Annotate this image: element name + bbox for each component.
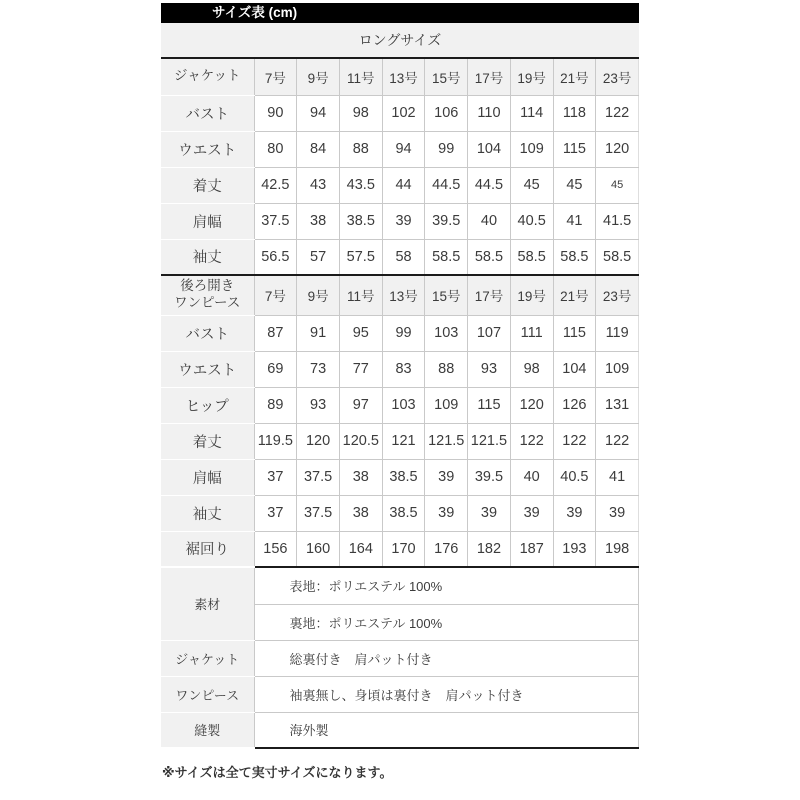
measurement-row bbox=[161, 315, 639, 351]
measurement-value: 39 bbox=[425, 459, 468, 495]
measurement-value: 58.5 bbox=[425, 239, 468, 275]
measurement-value: 106 bbox=[425, 95, 468, 131]
measurement-value: 176 bbox=[425, 531, 468, 567]
measurement-label: 裾回り bbox=[161, 531, 254, 567]
measurement-value: 44 bbox=[382, 167, 425, 203]
size-column-header: 21号 bbox=[553, 59, 596, 95]
measurement-value: 187 bbox=[510, 531, 553, 567]
measurement-value: 88 bbox=[339, 131, 382, 167]
section-label: ジャケット bbox=[161, 59, 254, 95]
measurement-value: 37.5 bbox=[297, 459, 340, 495]
measurement-value: 103 bbox=[382, 387, 425, 423]
measurement-value: 39 bbox=[553, 495, 596, 531]
measurement-value: 99 bbox=[382, 315, 425, 351]
detail-label: 縫製 bbox=[161, 712, 254, 748]
measurement-value: 119 bbox=[596, 315, 639, 351]
size-column-header: 13号 bbox=[382, 59, 425, 95]
measurement-value: 43.5 bbox=[339, 167, 382, 203]
measurement-value: 58.5 bbox=[468, 239, 511, 275]
measurement-value: 122 bbox=[553, 423, 596, 459]
size-column-header: 9号 bbox=[297, 59, 340, 95]
measurement-value: 41 bbox=[596, 459, 639, 495]
detail-row bbox=[161, 712, 639, 748]
detail-text: 海外製 bbox=[254, 712, 639, 748]
measurement-row bbox=[161, 459, 639, 495]
long-size-banner bbox=[161, 23, 639, 59]
measurement-value: 97 bbox=[339, 387, 382, 423]
measurement-value: 83 bbox=[382, 351, 425, 387]
measurement-value: 38 bbox=[297, 203, 340, 239]
measurement-label: 袖丈 bbox=[161, 239, 254, 275]
measurement-value: 182 bbox=[468, 531, 511, 567]
size-column-header: 15号 bbox=[425, 59, 468, 95]
measurement-row bbox=[161, 203, 639, 239]
measurement-value: 41.5 bbox=[596, 203, 639, 239]
long-size-label: ロングサイズ bbox=[358, 32, 442, 48]
section-header-row bbox=[161, 275, 639, 315]
size-column-header: 17号 bbox=[468, 59, 511, 95]
section-header-row bbox=[161, 59, 639, 95]
size-column-header: 7号 bbox=[254, 275, 297, 315]
size-chart-title-bar bbox=[161, 3, 639, 23]
size-column-header: 19号 bbox=[510, 59, 553, 95]
measurement-value: 121.5 bbox=[425, 423, 468, 459]
measurement-label: ウエスト bbox=[161, 351, 254, 387]
measurement-label: 着丈 bbox=[161, 423, 254, 459]
measurement-value: 38 bbox=[339, 459, 382, 495]
size-column-header: 17号 bbox=[468, 275, 511, 315]
measurement-label: バスト bbox=[161, 315, 254, 351]
detail-text: 裏地：ポリエステル 100% bbox=[254, 604, 639, 640]
measurement-value: 37 bbox=[254, 459, 297, 495]
measurement-value: 115 bbox=[553, 131, 596, 167]
measurement-value: 98 bbox=[339, 95, 382, 131]
measurement-value: 121.5 bbox=[468, 423, 511, 459]
detail-row bbox=[161, 676, 639, 712]
measurement-value: 198 bbox=[596, 531, 639, 567]
measurement-value: 89 bbox=[254, 387, 297, 423]
measurement-value: 90 bbox=[254, 95, 297, 131]
measurement-value: 118 bbox=[553, 95, 596, 131]
detail-label: ジャケット bbox=[161, 640, 254, 676]
measurement-value: 39 bbox=[425, 495, 468, 531]
measurement-value: 164 bbox=[339, 531, 382, 567]
measurement-value: 120.5 bbox=[339, 423, 382, 459]
measurement-value: 58.5 bbox=[553, 239, 596, 275]
detail-text: 表地：ポリエステル 100% bbox=[254, 568, 639, 604]
measurement-value: 104 bbox=[553, 351, 596, 387]
measurement-value: 45 bbox=[553, 167, 596, 203]
measurement-value: 121 bbox=[382, 423, 425, 459]
detail-text: 袖裏無し、身頃は裏付き 肩パット付き bbox=[254, 676, 639, 712]
measurement-value: 102 bbox=[382, 95, 425, 131]
measurement-row bbox=[161, 95, 639, 131]
measurement-value: 58.5 bbox=[596, 239, 639, 275]
measurement-value: 94 bbox=[297, 95, 340, 131]
measurement-value: 193 bbox=[553, 531, 596, 567]
measurement-value: 38 bbox=[339, 495, 382, 531]
size-column-header: 11号 bbox=[339, 59, 382, 95]
measurement-value: 40 bbox=[510, 459, 553, 495]
measurement-value: 131 bbox=[596, 387, 639, 423]
measurement-value: 109 bbox=[425, 387, 468, 423]
measurement-value: 39 bbox=[382, 203, 425, 239]
measurement-value: 88 bbox=[425, 351, 468, 387]
size-table bbox=[161, 59, 639, 568]
measurement-label: ウエスト bbox=[161, 131, 254, 167]
measurement-value: 93 bbox=[468, 351, 511, 387]
measurement-value: 99 bbox=[425, 131, 468, 167]
size-chart-title: サイズ表 (cm) bbox=[212, 5, 298, 20]
measurement-value: 110 bbox=[468, 95, 511, 131]
measurement-value: 57.5 bbox=[339, 239, 382, 275]
measurement-value: 69 bbox=[254, 351, 297, 387]
detail-row bbox=[161, 640, 639, 676]
measurement-value: 114 bbox=[510, 95, 553, 131]
measurement-value: 58.5 bbox=[510, 239, 553, 275]
measurement-value: 95 bbox=[339, 315, 382, 351]
measurement-value: 39 bbox=[468, 495, 511, 531]
measurement-value: 120 bbox=[297, 423, 340, 459]
measurement-row bbox=[161, 387, 639, 423]
measurement-value: 77 bbox=[339, 351, 382, 387]
measurement-value: 122 bbox=[510, 423, 553, 459]
measurement-value: 38.5 bbox=[382, 459, 425, 495]
measurement-value: 107 bbox=[468, 315, 511, 351]
measurement-row bbox=[161, 531, 639, 567]
measurement-label: 袖丈 bbox=[161, 495, 254, 531]
measurement-value: 84 bbox=[297, 131, 340, 167]
size-column-header: 7号 bbox=[254, 59, 297, 95]
detail-label: 素材 bbox=[161, 568, 254, 640]
measurement-row bbox=[161, 167, 639, 203]
size-column-header: 19号 bbox=[510, 275, 553, 315]
detail-label: ワンピース bbox=[161, 676, 254, 712]
measurement-value: 45 bbox=[510, 167, 553, 203]
size-column-header: 21号 bbox=[553, 275, 596, 315]
detail-row bbox=[161, 568, 639, 604]
measurement-value: 109 bbox=[510, 131, 553, 167]
measurement-value: 156 bbox=[254, 531, 297, 567]
size-column-header: 9号 bbox=[297, 275, 340, 315]
measurement-label: 肩幅 bbox=[161, 203, 254, 239]
measurement-value: 37.5 bbox=[297, 495, 340, 531]
measurement-value: 57 bbox=[297, 239, 340, 275]
measurement-value: 98 bbox=[510, 351, 553, 387]
measurement-value: 39.5 bbox=[425, 203, 468, 239]
measurement-value: 93 bbox=[297, 387, 340, 423]
measurement-value: 39 bbox=[510, 495, 553, 531]
measurement-value: 122 bbox=[596, 423, 639, 459]
size-chart-sheet bbox=[161, 3, 639, 781]
measurement-value: 122 bbox=[596, 95, 639, 131]
measurement-label: バスト bbox=[161, 95, 254, 131]
measurement-value: 104 bbox=[468, 131, 511, 167]
measurement-value: 44.5 bbox=[425, 167, 468, 203]
measurement-value: 120 bbox=[510, 387, 553, 423]
measurement-value: 43 bbox=[297, 167, 340, 203]
measurement-value: 39 bbox=[596, 495, 639, 531]
measurement-value: 38.5 bbox=[339, 203, 382, 239]
measurement-value: 40.5 bbox=[510, 203, 553, 239]
measurement-row bbox=[161, 423, 639, 459]
section-label: 後ろ開き ワンピース bbox=[161, 275, 254, 315]
measurement-value: 37.5 bbox=[254, 203, 297, 239]
measurement-row bbox=[161, 131, 639, 167]
measurement-value: 111 bbox=[510, 315, 553, 351]
measurement-value: 38.5 bbox=[382, 495, 425, 531]
measurement-row bbox=[161, 239, 639, 275]
measurement-value: 40.5 bbox=[553, 459, 596, 495]
measurement-value: 41 bbox=[553, 203, 596, 239]
size-column-header: 15号 bbox=[425, 275, 468, 315]
measurement-label: ヒップ bbox=[161, 387, 254, 423]
size-column-header: 23号 bbox=[596, 275, 639, 315]
measurement-value: 56.5 bbox=[254, 239, 297, 275]
size-column-header: 13号 bbox=[382, 275, 425, 315]
measurement-value: 87 bbox=[254, 315, 297, 351]
measurement-value: 40 bbox=[468, 203, 511, 239]
footnote: ※サイズは全て実寸サイズになります。 bbox=[162, 765, 393, 780]
size-column-header: 11号 bbox=[339, 275, 382, 315]
measurement-value: 42.5 bbox=[254, 167, 297, 203]
measurement-value: 80 bbox=[254, 131, 297, 167]
measurement-value: 126 bbox=[553, 387, 596, 423]
measurement-value: 103 bbox=[425, 315, 468, 351]
measurement-label: 着丈 bbox=[161, 167, 254, 203]
measurement-value: 44.5 bbox=[468, 167, 511, 203]
measurement-row bbox=[161, 495, 639, 531]
measurement-value: 58 bbox=[382, 239, 425, 275]
measurement-value: 73 bbox=[297, 351, 340, 387]
measurement-label: 肩幅 bbox=[161, 459, 254, 495]
measurement-value: 115 bbox=[468, 387, 511, 423]
measurement-value: 115 bbox=[553, 315, 596, 351]
measurement-value: 37 bbox=[254, 495, 297, 531]
measurement-value: 39.5 bbox=[468, 459, 511, 495]
measurement-value: 45 bbox=[596, 167, 639, 203]
measurement-value: 94 bbox=[382, 131, 425, 167]
detail-text: 総裏付き 肩パット付き bbox=[254, 640, 639, 676]
measurement-value: 109 bbox=[596, 351, 639, 387]
size-column-header: 23号 bbox=[596, 59, 639, 95]
measurement-value: 91 bbox=[297, 315, 340, 351]
measurement-value: 160 bbox=[297, 531, 340, 567]
measurement-value: 120 bbox=[596, 131, 639, 167]
measurement-value: 170 bbox=[382, 531, 425, 567]
measurement-value: 119.5 bbox=[254, 423, 297, 459]
measurement-row bbox=[161, 351, 639, 387]
details-table bbox=[161, 568, 639, 749]
